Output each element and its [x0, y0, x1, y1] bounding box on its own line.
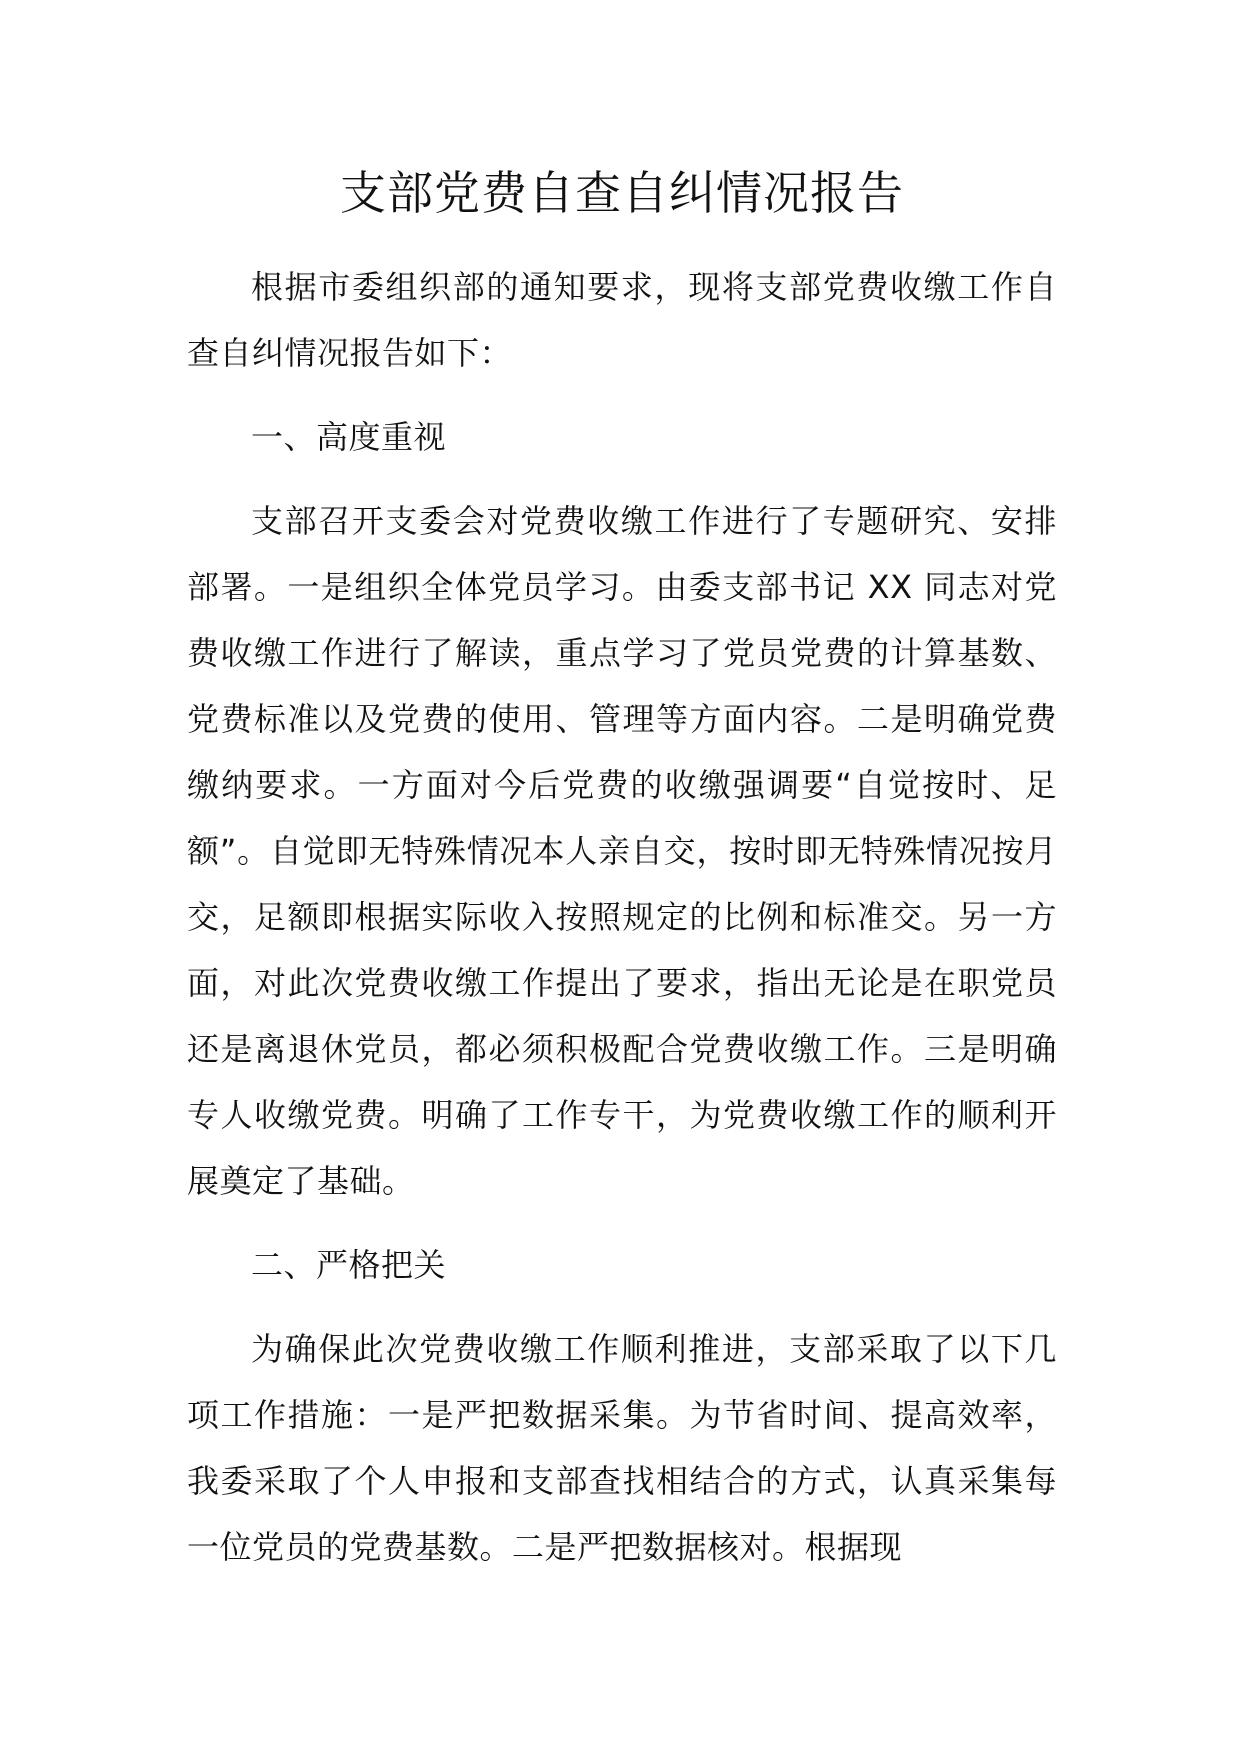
- document-title: 支部党费自查自纠情况报告: [340, 166, 904, 220]
- intro-paragraph: 根据市委组织部的通知要求，现将支部党费收缴工作自查自纠情况报告如下：: [187, 268, 1057, 372]
- section-2-heading: 二、严格把关: [251, 1246, 447, 1284]
- document-content: [187, 160, 1057, 1580]
- section-1-heading: 一、高度重视: [251, 418, 447, 456]
- section-1-body: 支部召开支委会对党费收缴工作进行了专题研究、安排部署。一是组织全体党员学习。由委支部书记 XX 同志对党费收缴工作进行了解读，重点学习了党员党费的计算基数、党费标准以及党费的使用、管理等方面内容。二是明确党费缴纳要求。一方面对今后党费的收缴强调要“自觉按时、足额”。自觉即无特殊情况本人亲自交，按时即无特殊情况按月交，足额即根据实际收入按照规定的比例和标准交。另一方面，对此次党费收缴工作提出了要求，指出无论是在职党员还是离退休党员，都必须积极配合党费收缴工作。三是明确专人收缴党费。明确了工作专干，为党费收缴工作的顺利开展奠定了基础。: [187, 502, 1057, 1200]
- section-2-body: 为确保此次党费收缴工作顺利推进，支部采取了以下几项工作措施：一是严把数据采集。为节省时间、提高效率，我委采取了个人申报和支部查找相结合的方式，认真采集每一位党员的党费基数。二是严把数据核对。根据现: [187, 1330, 1057, 1566]
